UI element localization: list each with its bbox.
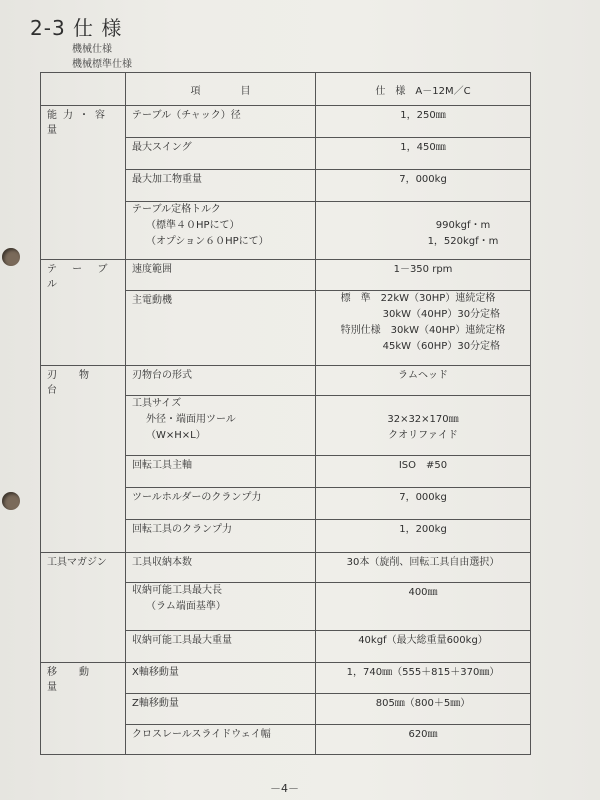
section-title: 2-3 仕 様 [30, 16, 123, 40]
item-line: （ラム端面基準） [146, 601, 226, 612]
header-spec: 仕 様 A－12M／C [316, 73, 531, 106]
spec-cell: 1，450㎜ [316, 138, 531, 170]
item-line: 収納可能工具最大長 [132, 585, 222, 596]
item-line: （オプション６０HPにて） [146, 236, 269, 247]
motor-spec-block [341, 291, 506, 355]
spec-cell [316, 202, 531, 260]
header-item: 項 目 [126, 73, 316, 106]
item-cell [126, 396, 316, 456]
spec-cell: 30本（旋削、回転工具自由選択） [316, 553, 531, 583]
item-cell: X軸移動量 [126, 663, 316, 694]
binder-hole [2, 248, 20, 266]
category-magazine: 工具マガジン [41, 553, 126, 583]
spec-cell: 1，250㎜ [316, 106, 531, 138]
item-cell: 収納可能工具最大重量 [126, 631, 316, 663]
item-line: （W×H×L） [146, 430, 206, 441]
table-row [41, 138, 531, 170]
table-row [41, 260, 531, 291]
spec-line: クオリファイド [388, 430, 458, 441]
spec-line: 特別仕様 30kW（40HP）連続定格 [340, 324, 506, 336]
table-row [41, 456, 531, 488]
spec-line: 30kW（40HP）30分定格 [382, 308, 501, 320]
spec-cell: 1，200kg [316, 520, 531, 553]
spec-cell: 1，740㎜（555＋815＋370㎜） [316, 663, 531, 694]
spec-cell [316, 396, 531, 456]
spec-cell: 7，000kg [316, 488, 531, 520]
item-cell [126, 583, 316, 631]
category-table: テ ー ブ ル [41, 260, 126, 291]
table-row [41, 583, 531, 631]
table-row [41, 725, 531, 755]
spec-line: 990kgf・m [435, 220, 491, 231]
spec-table [40, 72, 531, 755]
table-row [41, 202, 531, 260]
spec-cell: ISO #50 [316, 456, 531, 488]
subtitle-machine-spec: 機械仕様 [72, 44, 112, 55]
spec-line: 1，520kgf・m [427, 236, 499, 247]
item-cell: 主電動機 [126, 290, 316, 365]
spec-cell [316, 290, 531, 365]
table-row [41, 694, 531, 725]
item-line: 工具サイズ [132, 398, 182, 409]
item-cell: ツールホルダーのクランプ力 [126, 488, 316, 520]
table-row [41, 170, 531, 202]
spec-line: 45kW（60HP）30分定格 [382, 340, 501, 352]
spec-cell: 620㎜ [316, 725, 531, 755]
table-row [41, 106, 531, 138]
spec-cell: 1－350 rpm [316, 260, 531, 291]
header-blank [41, 73, 126, 106]
item-cell: 回転工具のクランプ力 [126, 520, 316, 553]
spec-cell: 40kgf（最大総重量600kg） [316, 631, 531, 663]
item-cell: 工具収納本数 [126, 553, 316, 583]
page-number: －4－ [270, 782, 299, 795]
item-line: （標準４０HPにて） [146, 220, 240, 231]
item-cell: 回転工具主軸 [126, 456, 316, 488]
item-cell: 最大スイング [126, 138, 316, 170]
category-turret: 刃 物 台 [41, 365, 126, 396]
table-row [41, 553, 531, 583]
table-header-row [41, 73, 531, 106]
spec-line: 32×32×170㎜ [387, 414, 459, 425]
table-row [41, 520, 531, 553]
table-row [41, 396, 531, 456]
table-row [41, 488, 531, 520]
item-cell: Z軸移動量 [126, 694, 316, 725]
table-row [41, 631, 531, 663]
item-cell: 最大加工物重量 [126, 170, 316, 202]
binder-hole [2, 492, 20, 510]
category-capacity: 能力・容量 [41, 106, 126, 138]
table-row [41, 290, 531, 365]
spec-cell: 7，000kg [316, 170, 531, 202]
item-cell: テーブル（チャック）径 [126, 106, 316, 138]
subtitle-standard-spec: 機械標準仕様 [72, 59, 132, 70]
category-travel: 移 動 量 [41, 663, 126, 694]
spec-line: 標 準 22kW（30HP）連続定格 [340, 292, 496, 304]
item-line: テーブル定格トルク [132, 204, 221, 215]
item-line: 外径・端面用ツール [146, 414, 236, 425]
table-row [41, 365, 531, 396]
item-cell: クロスレールスライドウェイ幅 [126, 725, 316, 755]
item-cell: 刃物台の形式 [126, 365, 316, 396]
spec-cell: ラムヘッド [316, 365, 531, 396]
spec-cell: 400㎜ [316, 583, 531, 631]
item-cell [126, 202, 316, 260]
item-cell: 速度範囲 [126, 260, 316, 291]
table-row [41, 663, 531, 694]
spec-cell: 805㎜（800＋5㎜） [316, 694, 531, 725]
